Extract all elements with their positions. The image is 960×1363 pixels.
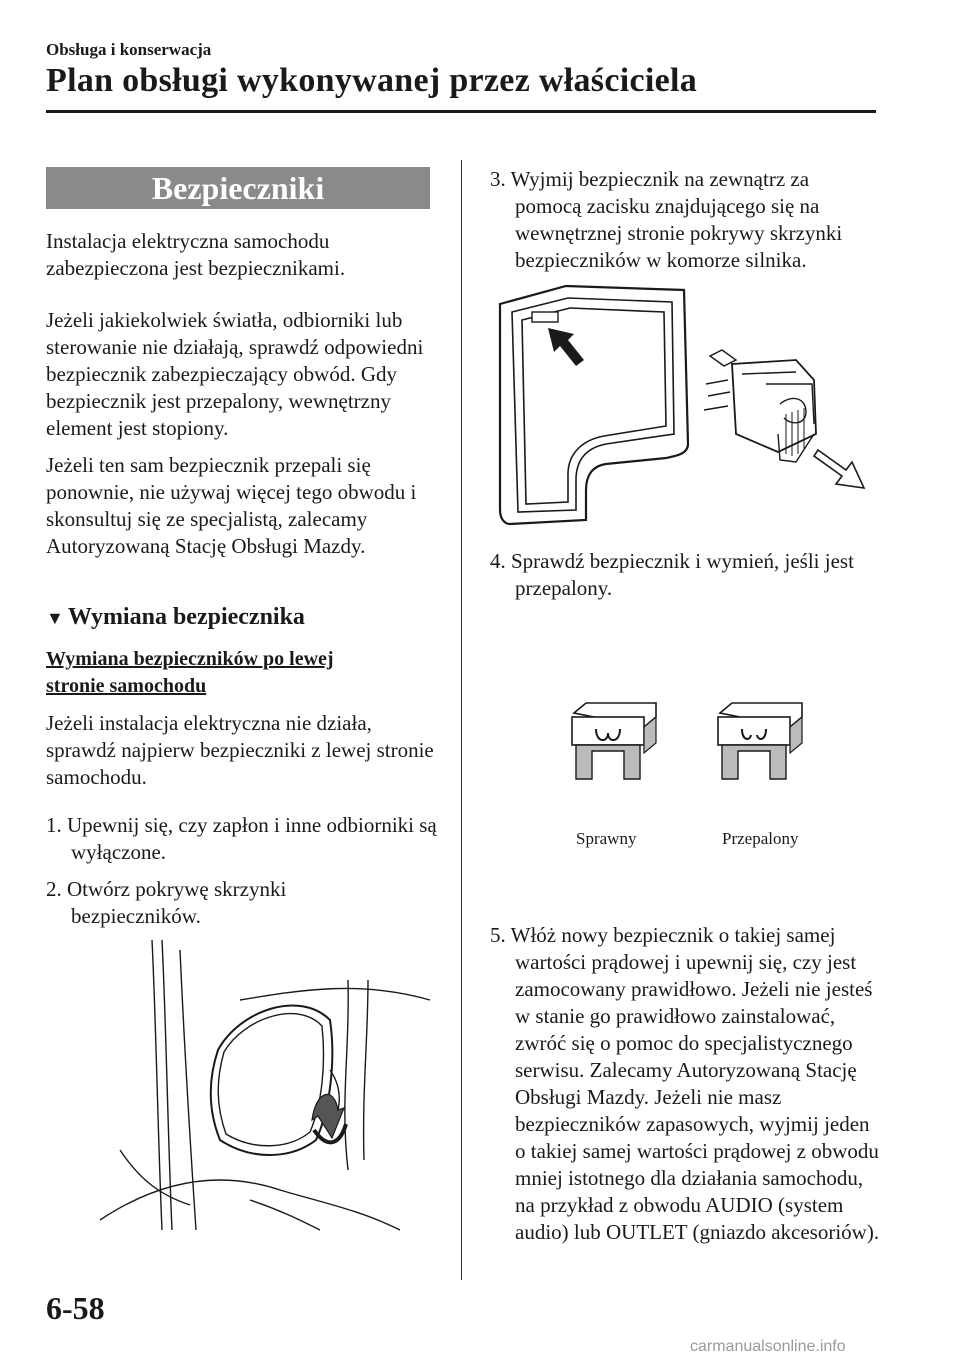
step-number: 2. bbox=[46, 877, 62, 901]
step-text: Sprawdź bezpiecznik i wymień, jeśli jest przepalony. bbox=[511, 549, 854, 600]
step-text: Upewnij się, czy zapłon i inne odbiorniki są wyłączone. bbox=[67, 813, 437, 864]
watermark: carmanualsonline.info bbox=[690, 1338, 846, 1355]
good-fuse-icon bbox=[572, 703, 656, 779]
step-text: Wyjmij bezpiecznik na zewnątrz za pomocą zacisku znajdującego się na wewnętrznej stronie pokrywy skrzynki bezpieczników w komorze silnika. bbox=[510, 167, 843, 272]
step-number: 5. bbox=[490, 923, 506, 947]
fuse-label-good: Sprawny bbox=[576, 829, 637, 848]
step-text: Otwórz pokrywę skrzynki bezpieczników. bbox=[67, 877, 287, 928]
intro-paragraph-2: Jeżeli jakiekolwiek światła, odbiorniki lub sterowanie nie działają, sprawdź odpowiedni bezpiecznik zabezpieczający obwód. Gdy bezpiecznik jest przepalony, wewnętrzny element jest stopiony. bbox=[46, 308, 424, 440]
title-rule bbox=[46, 110, 876, 113]
blown-fuse-icon bbox=[718, 703, 802, 779]
page-number: 6-58 bbox=[46, 1290, 105, 1326]
step-4 bbox=[490, 548, 870, 602]
fuse-puller-illustration bbox=[496, 284, 872, 530]
fuse-box-cover-illustration bbox=[100, 940, 435, 1230]
step-number: 3. bbox=[490, 167, 506, 191]
subsection-title: Wymiana bezpiecznika bbox=[67, 604, 305, 630]
subsection-intro: Jeżeli instalacja elektryczna nie działa, sprawdź najpierw bezpieczniki z lewej stronie samochodu. bbox=[46, 711, 434, 789]
step-2 bbox=[46, 876, 366, 930]
fuse-comparison-illustration bbox=[566, 695, 816, 805]
step-5 bbox=[490, 922, 880, 1246]
intro-paragraph-3: Jeżeli ten sam bezpiecznik przepali się ponownie, nie używaj więcej tego obwodu i skonsultuj się ze specjalistą, zalecamy Autoryzowaną Stację Obsługi Mazdy. bbox=[46, 453, 417, 558]
step-3 bbox=[490, 166, 875, 274]
step-text: Włóż nowy bezpiecznik o takiej samej wartości prądowej i upewnij się, czy jest zamocowany prawidłowo. Jeżeli nie jesteś w stanie go prawidłowo zainstalować, zwróć się o pomoc do specjalistycznego serwisu. Zalecamy Autoryzowaną Stację Obsługi Mazdy. Jeżeli nie masz bezpieczników zapasowych, wyjmij jeden o takiej samej wartości prądowej z obwodu mniej istotnego dla działania samochodu, na przykład z obwodu AUDIO (system audio) lub OUTLET (gniazdo akcesoriów). bbox=[510, 923, 880, 1244]
column-divider bbox=[461, 160, 462, 1280]
step-number: 4. bbox=[490, 549, 506, 573]
page-title: Plan obsługi wykonywanej przez właściciela bbox=[46, 62, 698, 99]
step-1 bbox=[46, 812, 441, 866]
section-title: Bezpieczniki bbox=[46, 167, 430, 209]
triangle-down-icon: ▼ bbox=[46, 608, 64, 628]
fuse-label-blown: Przepalony bbox=[722, 829, 799, 848]
step-number: 1. bbox=[46, 813, 62, 837]
subsection-heading bbox=[46, 604, 441, 631]
breadcrumb: Obsługa i konserwacja bbox=[46, 40, 212, 59]
subsection-subtitle: Wymiana bezpieczników po lewej stronie samochodu bbox=[46, 648, 334, 697]
intro-paragraph-1: Instalacja elektryczna samochodu zabezpieczona jest bezpiecznikami. bbox=[46, 229, 346, 280]
